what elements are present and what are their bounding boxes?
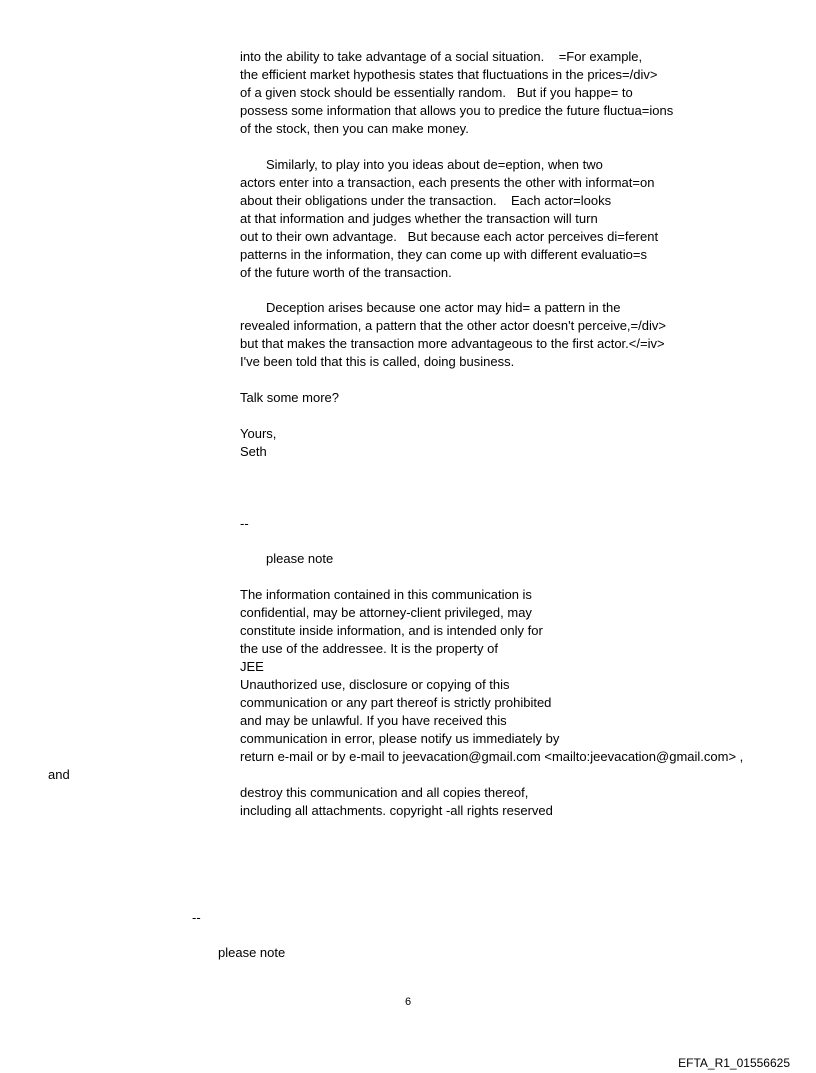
text-line: about their obligations under the transaction. Each actor=looks [240, 193, 612, 208]
page-number: 6 [404, 996, 412, 1008]
text-line: communication or any part thereof is strictly prohibited [240, 695, 552, 710]
separator: -- [192, 910, 201, 925]
text-line: at that information and judges whether the transaction will turn [240, 211, 598, 226]
text-line: destroy this communication and all copies thereof, [240, 785, 529, 800]
text-line: but that makes the transaction more advantageous to the first actor.</=iv> [240, 336, 665, 351]
text-line: including all attachments. copyright -all rights reserved [240, 803, 553, 818]
text-line: Similarly, to play into you ideas about de=eption, when two [266, 157, 603, 172]
text-line: communication in error, please notify us immediately by [240, 731, 560, 746]
text-line: into the ability to take advantage of a social situation. =For example, [240, 49, 643, 64]
separator: -- [240, 516, 249, 531]
please-note-heading: please note [266, 551, 334, 566]
text-line: and [48, 767, 70, 782]
text-line: the efficient market hypothesis states that fluctuations in the prices=/div> [240, 67, 658, 82]
text-line: The information contained in this communication is [240, 587, 532, 602]
text-line: JEE [240, 659, 264, 674]
text-line: revealed information, a pattern that the other actor doesn't perceive,=/div> [240, 318, 666, 333]
text-line: of the future worth of the transaction. [240, 265, 452, 280]
text-line: I've been told that this is called, doing business. [240, 354, 515, 369]
text-line: confidential, may be attorney-client privileged, may [240, 605, 532, 620]
text-line: the use of the addressee. It is the property of [240, 641, 498, 656]
text-line: out to their own advantage. But because each actor perceives di=ferent [240, 229, 659, 244]
closing-question: Talk some more? [240, 390, 339, 405]
text-line: Deception arises because one actor may hid= a pattern in the [266, 300, 621, 315]
text-line: Unauthorized use, disclosure or copying of this [240, 677, 510, 692]
text-line: patterns in the information, they can come up with different evaluatio=s [240, 247, 647, 262]
text-line: of the stock, then you can make money. [240, 121, 469, 136]
text-line: constitute inside information, and is intended only for [240, 623, 543, 638]
text-line: actors enter into a transaction, each presents the other with informat=on [240, 175, 655, 190]
text-line: and may be unlawful. If you have received this [240, 713, 507, 728]
text-line: return e-mail or by e-mail to jeevacation@gmail.com <mailto:jeevacation@gmail.com> , [240, 749, 744, 764]
text-line: possess some information that allows you to predice the future fluctua=ions [240, 103, 674, 118]
signature: Seth [240, 444, 267, 459]
text-line: of a given stock should be essentially random. But if you happe= to [240, 85, 633, 100]
signoff: Yours, [240, 426, 277, 441]
please-note-heading: please note [218, 945, 286, 960]
bates-number: EFTA_R1_01556625 [678, 1056, 790, 1070]
